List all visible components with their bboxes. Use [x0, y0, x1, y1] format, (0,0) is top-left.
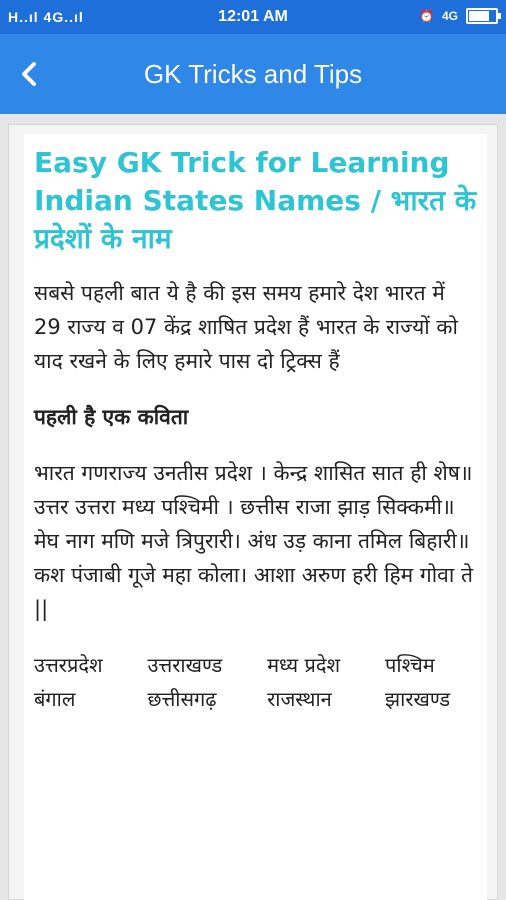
app-bar: [0, 34, 506, 114]
page-title: GK Tricks and Tips: [143, 59, 363, 89]
state-name: राजस्थान: [267, 687, 332, 711]
state-name: बंगाल: [34, 687, 76, 711]
status-icons: [419, 8, 498, 24]
state-name: उत्तरप्रदेश: [34, 653, 103, 677]
poem-line: कश पंजाबी गूजे महा कोला। आशा अरुण हरी हिम गोवा ते ||: [34, 563, 473, 621]
intro-paragraph: सबसे पहली बात ये है की इस समय हमारे देश भारत में 29 राज्य व 07 केंद्र शाषित प्रदेश हैं भारत के राज्यों को याद रखने के लिए हमारे पास दो ट्रिक्स हैं: [34, 281, 458, 373]
poem-line: मेघ नाग मणि मजे त्रिपुरारी। अंध उड़ काना तमिल बिहारी॥: [34, 529, 470, 553]
state-name: छत्तीसगढ़: [147, 687, 217, 711]
poem-line: उत्तर उत्तरा मध्य पश्चिमी । छत्तीस राजा झाड़ सिक्कमी॥: [34, 495, 455, 519]
article-card[interactable]: [24, 134, 487, 900]
state-name: उत्तराखण्ड: [147, 653, 223, 677]
alarm-icon: ⏰: [419, 9, 434, 23]
poem-heading: पहली है एक कविता: [34, 405, 189, 429]
state-name: झारखण्ड: [385, 687, 451, 711]
battery-icon: [466, 8, 498, 24]
status-bar: [0, 0, 506, 34]
state-name: मध्य प्रदेश: [267, 653, 341, 677]
battery-fill: [469, 11, 489, 21]
clock: 12:01 AM: [218, 8, 288, 25]
state-name: पश्चिम: [385, 653, 435, 677]
article-heading: Easy GK Trick for Learning Indian States Names / भारत के प्रदेशों के नाम: [34, 146, 477, 255]
states-list: [34, 648, 477, 716]
poem-line: भारत गणराज्य उनतीस प्रदेश । केन्द्र शासित सात ही शेष॥: [34, 461, 473, 485]
network-label: 4G: [441, 9, 458, 23]
signal-indicators: H..ıl 4G..ıl: [8, 9, 84, 25]
